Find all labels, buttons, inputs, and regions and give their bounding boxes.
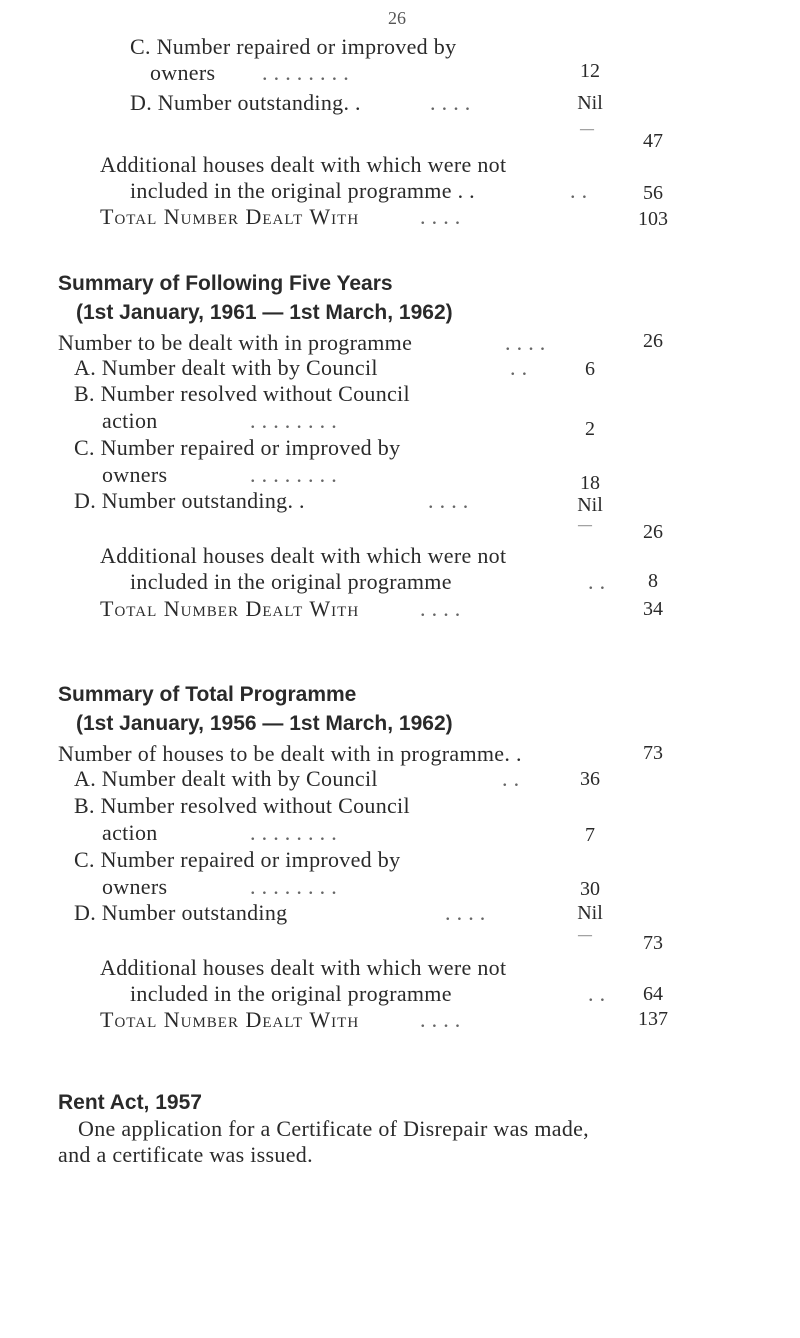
- c-cont: owners: [150, 60, 216, 85]
- subtotal-dash: —: [580, 122, 594, 137]
- additional-line2: included in the original programme . .: [130, 178, 475, 203]
- leader-dots: . . . . . . . .: [250, 462, 337, 487]
- b-value: 7: [585, 824, 595, 846]
- a-value: 36: [580, 768, 600, 790]
- leader-dots: . .: [502, 766, 520, 791]
- leader-dots: . .: [510, 355, 528, 380]
- number-value: 73: [643, 742, 663, 764]
- d-label: D. Number outstanding: [74, 900, 288, 925]
- total-label: Total Number Dealt With: [100, 596, 360, 621]
- c-label: C. Number repaired or improved by: [74, 847, 401, 872]
- leader-dots: . . . .: [430, 90, 471, 115]
- a-label: A. Number dealt with by Council: [74, 766, 378, 791]
- b-label: B. Number resolved without Council: [74, 793, 410, 818]
- leader-dots: . . . .: [420, 596, 461, 621]
- leader-dots: . . . . . . . .: [262, 60, 349, 85]
- section-period: (1st January, 1961 — 1st March, 1962): [76, 301, 453, 324]
- additional-value: 56: [643, 182, 663, 204]
- c-label: C. Number repaired or improved by: [130, 34, 457, 59]
- b-cont: action: [102, 820, 158, 845]
- b-cont: action: [102, 408, 158, 433]
- additional-line1: Additional houses dealt with which were not: [100, 152, 507, 177]
- additional-line1: Additional houses dealt with which were not: [100, 543, 507, 568]
- a-label: A. Number dealt with by Council: [74, 355, 378, 380]
- leader-dots: . . . .: [445, 900, 486, 925]
- total-label: Total Number Dealt With: [100, 204, 360, 229]
- total-value: 103: [638, 208, 668, 230]
- leader-dots: . . . . . . . .: [250, 408, 337, 433]
- number-value: 26: [643, 330, 663, 352]
- c-label: C. Number repaired or improved by: [74, 435, 401, 460]
- additional-line2: included in the original programme: [130, 569, 452, 594]
- leader-dots: . . . . . . . .: [250, 820, 337, 845]
- leader-dots: . .: [570, 178, 588, 203]
- additional-value: 8: [648, 570, 658, 592]
- subtotal-dash: —: [578, 928, 592, 943]
- total-value: 137: [638, 1008, 668, 1030]
- number-line: Number to be dealt with in programme: [58, 330, 413, 355]
- section-heading: Summary of Following Five Years: [58, 272, 393, 295]
- d-value: Nil: [577, 494, 603, 516]
- additional-line2: included in the original programme: [130, 981, 452, 1006]
- leader-dots: . . . .: [428, 488, 469, 513]
- d-label: D. Number outstanding. .: [130, 90, 361, 115]
- d-label: D. Number outstanding. .: [74, 488, 305, 513]
- subtotal: 73: [643, 932, 663, 954]
- subtotal-dash: —: [578, 518, 592, 533]
- total-value: 34: [643, 598, 663, 620]
- page-number: 26: [388, 8, 406, 28]
- section-heading: Rent Act, 1957: [58, 1091, 202, 1114]
- additional-value: 64: [643, 983, 663, 1005]
- c-cont: owners: [102, 462, 168, 487]
- subtotal: 47: [643, 130, 663, 152]
- rent-act-line1: One application for a Certificate of Disrepair was made,: [78, 1116, 589, 1141]
- c-value: 18: [580, 472, 600, 494]
- leader-dots: . . . .: [420, 204, 461, 229]
- a-value: 6: [585, 358, 595, 380]
- b-value: 2: [585, 418, 595, 440]
- c-cont: owners: [102, 874, 168, 899]
- leader-dots: . .: [588, 569, 606, 594]
- d-value: Nil: [577, 92, 603, 114]
- c-value: 12: [580, 60, 600, 82]
- total-label: Total Number Dealt With: [100, 1007, 360, 1032]
- leader-dots: . .: [588, 981, 606, 1006]
- leader-dots: . . . . . . . .: [250, 874, 337, 899]
- c-value: 30: [580, 878, 600, 900]
- rent-act-line2: and a certificate was issued.: [58, 1142, 313, 1167]
- leader-dots: . . . .: [420, 1007, 461, 1032]
- section-heading: Summary of Total Programme: [58, 683, 357, 706]
- leader-dots: . . . .: [505, 330, 546, 355]
- additional-line1: Additional houses dealt with which were not: [100, 955, 507, 980]
- d-value: Nil: [577, 902, 603, 924]
- b-label: B. Number resolved without Council: [74, 381, 410, 406]
- subtotal: 26: [643, 521, 663, 543]
- number-line: Number of houses to be dealt with in programme. .: [58, 741, 522, 766]
- section-period: (1st January, 1956 — 1st March, 1962): [76, 712, 453, 735]
